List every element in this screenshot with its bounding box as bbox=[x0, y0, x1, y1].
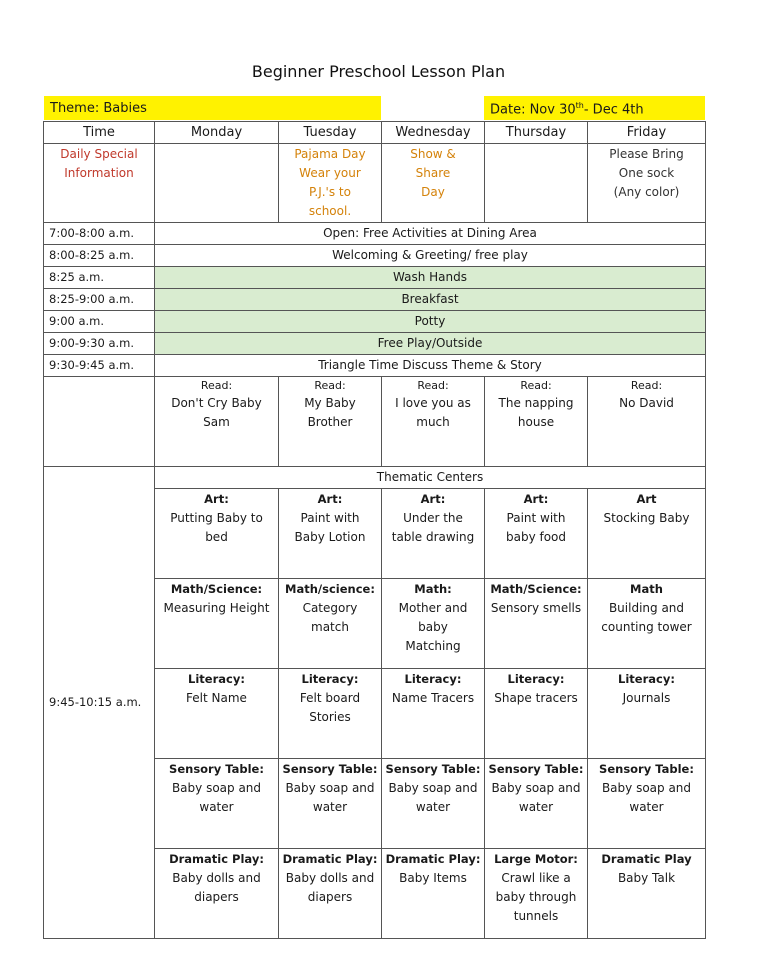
center-line: Category bbox=[302, 601, 358, 615]
center-line: Matching bbox=[405, 639, 461, 653]
page-title: Beginner Preschool Lesson Plan bbox=[251, 62, 506, 81]
center-cell bbox=[485, 849, 588, 939]
center-line: counting tower bbox=[601, 620, 692, 634]
center-label: Art: bbox=[317, 492, 343, 506]
center-line: Stories bbox=[309, 710, 351, 724]
schedule-row bbox=[44, 311, 706, 333]
center-label: Sensory Table: bbox=[385, 762, 481, 776]
center-cell bbox=[382, 849, 485, 939]
center-label: Sensory Table: bbox=[282, 762, 378, 776]
schedule-row bbox=[44, 289, 706, 311]
center-label: Dramatic Play bbox=[601, 852, 692, 866]
center-cell bbox=[588, 849, 706, 939]
schedule-time: 8:25 a.m. bbox=[44, 267, 155, 289]
read-cell bbox=[155, 377, 279, 467]
center-cell bbox=[279, 489, 382, 579]
center-line: water bbox=[415, 800, 451, 814]
center-cell bbox=[588, 759, 706, 849]
center-line: Journals bbox=[622, 691, 671, 705]
read-label: Read: bbox=[417, 379, 449, 392]
center-label: Literacy: bbox=[188, 672, 245, 686]
center-cell bbox=[382, 759, 485, 849]
center-line: tunnels bbox=[513, 909, 559, 923]
center-line: water bbox=[518, 800, 554, 814]
center-line: water bbox=[629, 800, 664, 814]
center-line: Paint with bbox=[506, 511, 566, 525]
center-cell bbox=[382, 669, 485, 759]
center-cell bbox=[279, 669, 382, 759]
header-time: Time bbox=[44, 122, 155, 144]
center-cell bbox=[588, 579, 706, 669]
center-cell bbox=[279, 759, 382, 849]
center-line: Baby soap and bbox=[171, 781, 262, 795]
header-monday: Monday bbox=[155, 122, 279, 144]
center-line: Crawl like a bbox=[501, 871, 571, 885]
read-title-line: The napping bbox=[498, 396, 574, 410]
schedule-row bbox=[44, 245, 706, 267]
center-label: Dramatic Play: bbox=[282, 852, 378, 866]
center-label: Sensory Table: bbox=[169, 762, 264, 776]
header-wednesday: Wednesday bbox=[382, 122, 485, 144]
date-label: Date: Nov 30th- Dec 4th bbox=[484, 96, 705, 120]
center-line: Putting Baby to bbox=[170, 511, 263, 525]
center-label: Art: bbox=[420, 492, 446, 506]
header-thursday: Thursday bbox=[485, 122, 588, 144]
center-label: Large Motor: bbox=[494, 852, 578, 866]
schedule-row bbox=[44, 223, 706, 245]
read-label: Read: bbox=[520, 379, 552, 392]
schedule-time: 9:30-9:45 a.m. bbox=[44, 355, 155, 377]
center-cell bbox=[155, 489, 279, 579]
read-title-line: Don't Cry Baby bbox=[171, 396, 262, 410]
schedule-time: 8:00-8:25 a.m. bbox=[44, 245, 155, 267]
schedule-activity: Breakfast bbox=[155, 289, 706, 311]
theme-label: Theme: Babies bbox=[44, 96, 381, 120]
center-cell bbox=[485, 579, 588, 669]
special-info-row bbox=[44, 144, 706, 223]
center-cell bbox=[588, 669, 706, 759]
center-cell bbox=[279, 849, 382, 939]
center-line: Baby Lotion bbox=[294, 530, 366, 544]
center-cell bbox=[155, 849, 279, 939]
center-cell bbox=[485, 759, 588, 849]
header-row bbox=[44, 122, 706, 144]
read-label: Read: bbox=[314, 379, 346, 392]
schedule-activity: Free Play/Outside bbox=[155, 333, 706, 355]
schedule-activity: Potty bbox=[155, 311, 706, 333]
center-line: Name Tracers bbox=[391, 691, 475, 705]
center-label: Math bbox=[630, 582, 663, 596]
center-line: Felt Name bbox=[186, 691, 247, 705]
center-line: Baby dolls and bbox=[172, 871, 261, 885]
read-title-line: I love you as bbox=[395, 396, 471, 410]
center-line: Under the bbox=[403, 511, 463, 525]
schedule-row bbox=[44, 355, 706, 377]
schedule-time: 7:00-8:00 a.m. bbox=[44, 223, 155, 245]
center-line: water bbox=[199, 800, 234, 814]
center-cell bbox=[155, 579, 279, 669]
center-line: match bbox=[311, 620, 349, 634]
read-title-line: Sam bbox=[203, 415, 230, 429]
center-line: Baby soap and bbox=[388, 781, 478, 795]
center-line: diapers bbox=[307, 890, 353, 904]
center-label: Literacy: bbox=[618, 672, 675, 686]
header-friday: Friday bbox=[588, 122, 706, 144]
center-label: Sensory Table: bbox=[488, 762, 584, 776]
center-line: Mother and bbox=[398, 601, 468, 615]
center-line: Baby soap and bbox=[601, 781, 692, 795]
center-cell bbox=[485, 489, 588, 579]
center-line: Baby soap and bbox=[491, 781, 581, 795]
schedule-row bbox=[44, 267, 706, 289]
schedule-time: 9:00-9:30 a.m. bbox=[44, 333, 155, 355]
center-line: Baby Items bbox=[399, 871, 467, 885]
schedule-activity: Open: Free Activities at Dining Area bbox=[155, 223, 706, 245]
centers-time: 9:45-10:15 a.m. bbox=[44, 467, 155, 939]
center-line: baby bbox=[418, 620, 448, 634]
lesson-plan-table bbox=[43, 121, 706, 939]
read-title-line: Brother bbox=[307, 415, 353, 429]
center-label: Math/Science: bbox=[490, 582, 582, 596]
schedule-activity: Triangle Time Discuss Theme & Story bbox=[155, 355, 706, 377]
schedule-activity: Wash Hands bbox=[155, 267, 706, 289]
read-cell bbox=[588, 377, 706, 467]
center-line: table drawing bbox=[391, 530, 475, 544]
special-tuesday: Pajama Day Wear your P.J.'s to school. bbox=[279, 144, 382, 223]
center-line: Building and bbox=[608, 601, 685, 615]
center-line: Baby Talk bbox=[617, 871, 676, 885]
center-cell bbox=[485, 669, 588, 759]
schedule-time: 8:25-9:00 a.m. bbox=[44, 289, 155, 311]
center-cell bbox=[155, 759, 279, 849]
center-cell bbox=[382, 579, 485, 669]
center-line: water bbox=[312, 800, 348, 814]
special-thursday bbox=[485, 144, 588, 223]
read-title-line: No David bbox=[619, 396, 674, 410]
center-label: Art: bbox=[204, 492, 229, 506]
center-line: Measuring Height bbox=[163, 601, 270, 615]
center-label: Dramatic Play: bbox=[169, 852, 264, 866]
center-label: Literacy: bbox=[507, 672, 565, 686]
center-cell bbox=[279, 579, 382, 669]
center-label: Math/science: bbox=[285, 582, 375, 596]
center-line: diapers bbox=[194, 890, 239, 904]
centers-title: Thematic Centers bbox=[155, 467, 706, 489]
center-line: Felt board bbox=[299, 691, 361, 705]
center-label: Dramatic Play: bbox=[385, 852, 481, 866]
read-title-line: much bbox=[416, 415, 450, 429]
read-time-empty bbox=[44, 377, 155, 467]
center-label: Literacy: bbox=[404, 672, 462, 686]
special-label: Daily Special Information bbox=[44, 144, 155, 223]
special-wednesday: Show & Share Day bbox=[382, 144, 485, 223]
center-label: Literacy: bbox=[301, 672, 359, 686]
read-label: Read: bbox=[200, 379, 233, 392]
read-label: Read: bbox=[630, 379, 663, 392]
schedule-time: 9:00 a.m. bbox=[44, 311, 155, 333]
read-cell bbox=[279, 377, 382, 467]
center-label: Math/Science: bbox=[170, 582, 263, 596]
center-label: Art bbox=[636, 492, 657, 506]
center-line: baby food bbox=[505, 530, 567, 544]
schedule-row bbox=[44, 333, 706, 355]
center-cell bbox=[382, 489, 485, 579]
center-line: bed bbox=[205, 530, 228, 544]
read-title-line: My Baby bbox=[304, 396, 356, 410]
read-title-line: house bbox=[517, 415, 555, 429]
center-line: Baby soap and bbox=[285, 781, 375, 795]
center-line: baby through bbox=[495, 890, 577, 904]
center-label: Math: bbox=[414, 582, 452, 596]
header-tuesday: Tuesday bbox=[279, 122, 382, 144]
special-friday: Please Bring One sock (Any color) bbox=[588, 144, 706, 223]
centers-heading-row bbox=[44, 467, 706, 489]
center-line: Baby dolls and bbox=[285, 871, 375, 885]
center-label: Art: bbox=[523, 492, 549, 506]
read-row bbox=[44, 377, 706, 467]
center-line: Paint with bbox=[300, 511, 360, 525]
center-cell bbox=[588, 489, 706, 579]
center-line: Stocking Baby bbox=[603, 511, 690, 525]
center-label: Sensory Table: bbox=[599, 762, 694, 776]
schedule-activity: Welcoming & Greeting/ free play bbox=[155, 245, 706, 267]
read-cell bbox=[382, 377, 485, 467]
center-line: Sensory smells bbox=[490, 601, 582, 615]
center-cell bbox=[155, 669, 279, 759]
special-monday bbox=[155, 144, 279, 223]
read-cell bbox=[485, 377, 588, 467]
center-line: Shape tracers bbox=[494, 691, 578, 705]
